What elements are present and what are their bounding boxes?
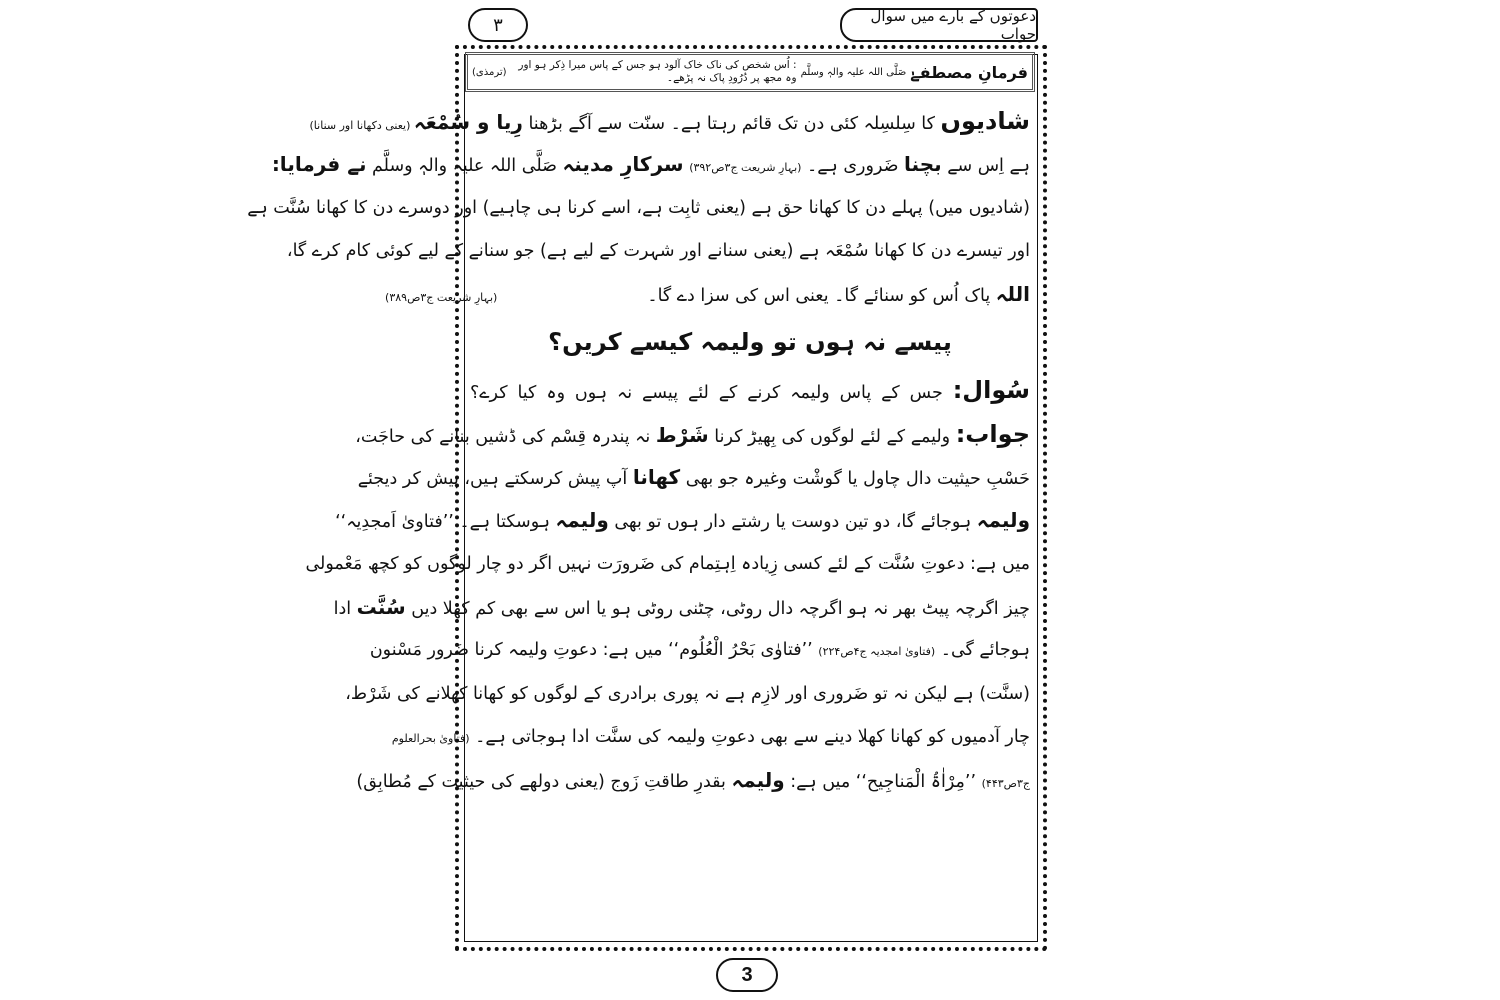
text-segment: ہے اِس سے: [941, 156, 1030, 177]
text-segment: آپ پیش کرسکتے ہیں، پیش کر دیجئے: [357, 469, 633, 490]
text-segment: ولیمے کے لئے لوگوں کی بِھیڑ کرنا: [708, 426, 956, 447]
text-line: [385, 273, 1030, 316]
text-segment: رِیا و سُمْعَہ: [413, 110, 523, 134]
running-title: دعوتوں کے بارے میں سوال جواب: [840, 8, 1038, 42]
text-line: [335, 499, 1030, 542]
banner-salawat: صَلَّی اللہ علیہ والہٖ وسلَّم: [800, 66, 907, 78]
section-heading: [470, 316, 1030, 369]
text-segment: ’’فتاوٰی بَحْرُ الْعُلُوم‘‘ میں ہے: دعوتِ ولیمہ کرنا ضَرور مَسْنون: [369, 640, 819, 661]
page-number-top: ٣: [468, 8, 528, 42]
text-line: [286, 230, 1030, 273]
text-line: [271, 143, 1030, 186]
text-line: [333, 586, 1030, 629]
text-line: [355, 413, 1030, 456]
text-segment: سُنَّت: [356, 594, 406, 619]
text-segment: میں ہے: دعوتِ سُنَّت کے لئے کسی زِیادہ اِہتِمام کی ضَرورَت نہیں اگر دو چار لوگوں کو کچھ مَعْمولی: [305, 553, 1030, 574]
text-segment: ہوجائے گی۔: [935, 640, 1030, 661]
text-segment: چار آدمیوں کو کھانا کھلا دینے سے بھی دعوتِ ولیمہ کی سنَّت ادا ہوجاتی ہے۔: [469, 726, 1030, 747]
page-number-bottom: 3: [716, 958, 778, 992]
text-segment: ہوسکتا ہے۔ ’’فتاویٰ اَمجدِیہ‘‘: [335, 512, 556, 533]
banner-lead: فرمانِ مصطفےٰ: [910, 62, 1028, 82]
text-segment: کا سِلسِلہ کئی دن تک قائم رہتا ہے۔ سنّت سے آگے بڑھنا: [522, 114, 941, 134]
text-segment: (شادیوں میں) پہلے دن کا کھانا حق ہے (یعنی ثابِت ہے، اسے کرنا ہی چاہیے) اور دوسرے دن کا کھانا سُنَّت ہے: [247, 197, 1030, 218]
text-line: [309, 100, 1030, 143]
text-segment: پاک اُس کو سنائے گا۔ یعنی اس کی سزا دے گا۔: [647, 286, 996, 307]
text-segment: شَرْط: [655, 422, 709, 447]
citation: (فتاویٰ بحرالعلوم: [391, 731, 470, 745]
text-segment: ادا: [333, 598, 357, 619]
text-segment: ہوجائے گا، دو تین دوست یا رشتے دار ہوں تو بھی: [608, 512, 977, 533]
text-line: [356, 759, 1030, 802]
text-segment: پیسے نہ ہوں تو ولیمہ کیسے کریں؟: [548, 328, 952, 357]
text-line: [470, 369, 1030, 412]
lead-word: شادیوں: [940, 107, 1030, 135]
text-segment: ’’مِرْاٰۃُ الْمَناجِیح‘‘ میں ہے:: [784, 772, 982, 793]
text-line: [247, 187, 1030, 230]
text-segment: نہ پندرہ قِسْم کی ڈشیں بنانے کی حاجَت،: [355, 426, 656, 447]
text-line: [357, 456, 1030, 499]
text-line: [305, 543, 1030, 586]
text-segment: اللہ: [995, 282, 1030, 307]
text-line: [391, 716, 1030, 759]
text-segment: جس کے پاس ولیمہ کرنے کے لئے پیسے نہ ہوں وہ کیا کرے؟: [470, 383, 953, 404]
banner-text: : اُس شخص کی ناک خاک آلود ہو جس کے پاس میرا ذِکر ہو اور وہ مجھ پر دُرُودِ پاک نہ پڑھے۔: [518, 59, 797, 84]
text-line: [369, 629, 1030, 672]
text-segment: (سنَّت) ہے لیکن نہ تو ضَروری اور لازِم ہے نہ پوری برادری کے لوگوں کو کھانا کھلانے کی شَرْط،: [345, 683, 1030, 704]
citation: (فتاویٰ امجدیہ ج۴ص۲۲۴): [818, 645, 936, 659]
hadith-banner: [465, 52, 1035, 92]
text-segment: حَسْبِ حیثیت دال چاول یا گوشْت وغیرہ جو بھی: [680, 469, 1030, 490]
text-segment: ضَروری ہے۔: [801, 156, 905, 177]
page-body: [247, 100, 1030, 802]
text-segment: ولیمہ: [731, 768, 785, 793]
text-segment: ولیمہ: [555, 508, 609, 533]
citation: (یعنی دکھانا اور سنانا): [309, 119, 414, 132]
text-line: [345, 673, 1030, 716]
citation: (بہارِ شریعت ج۳ص۳۸۹): [385, 291, 498, 305]
citation: ج۳ص۴۴۳): [981, 777, 1030, 791]
text-segment: بچنا: [904, 152, 942, 177]
text-segment: چیز اگرچہ پیٹ بھر نہ ہو اگرچہ دال روٹی، چٹنی روٹی ہو یا اس سے بھی کم کھلا دیں: [405, 598, 1030, 619]
lead-word: جواب:: [955, 419, 1030, 448]
text-segment: بقدرِ طاقتِ زَوج (یعنی دولھے کی حیثیت کے مُطابِق): [356, 772, 732, 793]
text-segment: کھانا: [632, 465, 681, 490]
text-segment: صَلَّی اللہ علیہ والہٖ وسلَّم: [366, 156, 563, 177]
citation: (بہارِ شریعت ج۳ص۳۹۲): [689, 161, 802, 175]
text-segment: نے فرمایا:: [271, 152, 367, 177]
text-segment: ولیمہ: [976, 508, 1030, 533]
text-segment: اور تیسرے دن کا کھانا سُمْعَہ ہے (یعنی سنانے اور شہرت کے لیے ہے) جو سنانے کے لیے کوئی کام کرے گا،: [286, 240, 1030, 261]
banner-reference: (ترمذی): [472, 66, 507, 78]
lead-word: سُوال:: [952, 376, 1030, 405]
text-segment: سرکارِ مدینہ: [562, 152, 684, 177]
